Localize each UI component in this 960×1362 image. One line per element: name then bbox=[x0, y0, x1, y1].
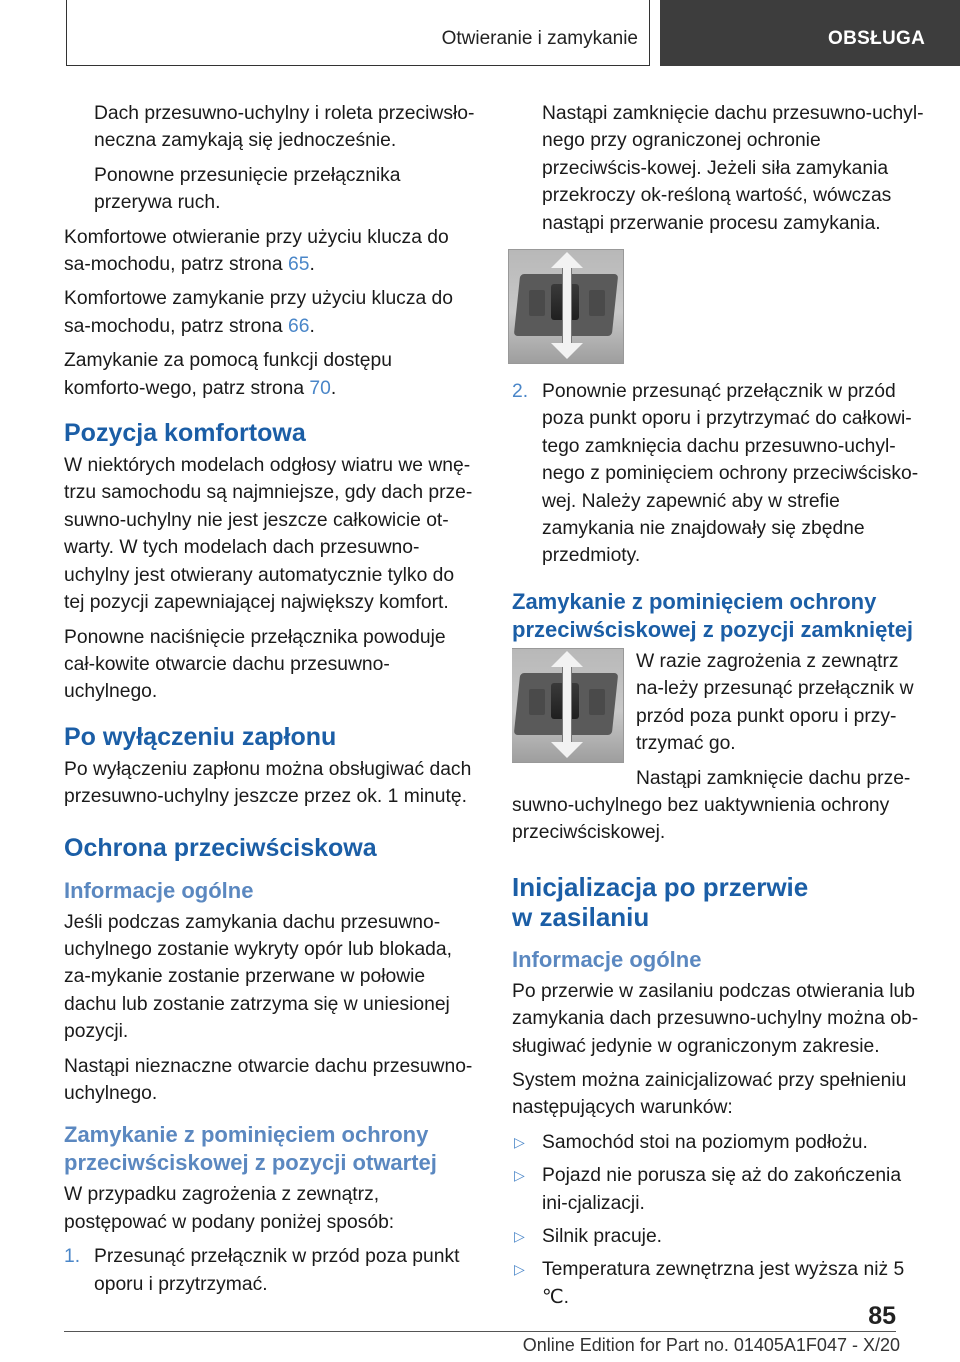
subheading-general-info: Informacje ogólne bbox=[512, 946, 702, 972]
heading-comfort-position: Pozycja komfortowa bbox=[64, 419, 306, 448]
list-item: ▷ Temperatura zewnętrzna jest wyższa niż 5 ℃. bbox=[512, 1256, 926, 1311]
section-title: Otwieranie i zamykanie bbox=[441, 28, 638, 49]
paragraph: W razie zagrożenia z zewnątrz na‐leży przesunąć przełącznik w przód poza punkt oporu i przy‐trzymać go. bbox=[636, 650, 914, 755]
paragraph: Dach przesuwno-uchylny i roleta przeciwsło‐neczna zamykają się jednocześnie. bbox=[94, 103, 475, 152]
roof-switch-image bbox=[508, 249, 624, 364]
list-item: 2. Ponownie przesunąć przełącznik w przód poza punkt oporu i przytrzymać do całkowi‐tego zamknięcia dachu przesuwno-uchyl‐nego z pominięciem ochrony przeciwścisko‐wej. Należy zapewnić aby w strefie zamykania nie znajdowały się zbędne przedmioty. bbox=[512, 378, 926, 570]
subheading-override-open: Zamykanie z pominięciem ochrony przeciwściskowej z pozycji otwartej bbox=[64, 1122, 437, 1176]
paragraph: Nastąpi zamknięcie dachu prze‐suwno-uchylnego bez uaktywnienia ochrony przeciwściskowej. bbox=[512, 767, 911, 844]
heading-after-ignition-off: Po wyłączeniu zapłonu bbox=[64, 722, 337, 751]
left-column bbox=[64, 100, 478, 1305]
paragraph: Ponowne naciśnięcie przełącznika powoduje cał‐kowite otwarcie dachu przesuwno-uchylnego. bbox=[64, 626, 446, 703]
subheading-general-info: Informacje ogólne bbox=[64, 877, 254, 903]
steps-list bbox=[512, 378, 926, 570]
right-column bbox=[512, 100, 926, 1317]
paragraph: Jeśli podczas zamykania dachu przesuwno-uchylnego zostanie wykryty opór lub blokada, za‐mykanie zostanie przerwane w połowie dachu lub zostanie zatrzyma się w uniesionej pozycji. bbox=[64, 911, 452, 1043]
triangle-bullet-icon: ▷ bbox=[514, 1261, 525, 1278]
paragraph: Komfortowe zamykanie przy użyciu klucza do sa‐mochodu, patrz strona 66. bbox=[64, 288, 453, 337]
paragraph: Po wyłączeniu zapłonu można obsługiwać dach przesuwno-uchylny jeszcze przez ok. 1 minutę. bbox=[64, 758, 472, 808]
paragraph: Komfortowe otwieranie przy użyciu klucza do sa‐mochodu, patrz strona 65. bbox=[64, 226, 449, 276]
page-number: 85 bbox=[868, 1302, 896, 1330]
page-header bbox=[0, 0, 960, 68]
paragraph: System można zainicjalizować przy spełnieniu następujących warunków: bbox=[512, 1069, 907, 1119]
page-link-70[interactable]: 70 bbox=[309, 377, 331, 399]
list-item: ▷ Samochód stoi na poziomym podłożu. bbox=[512, 1129, 926, 1156]
triangle-bullet-icon: ▷ bbox=[514, 1167, 525, 1184]
paragraph: W niektórych modelach odgłosy wiatru we wnę‐trzu samochodu są najmniejsze, gdy dach prze‐suwno-uchylny nie jest jeszcze całkowicie ot‐warty. W tych modelach dach przesuwno-uchylny jest otwierany automatycznie tylko do tej pozycji zapewniającej największy komfort. bbox=[64, 455, 473, 614]
page-link-65[interactable]: 65 bbox=[288, 254, 310, 276]
heading-init-after-power: Inicjalizacja po przerwie w zasilaniu bbox=[512, 871, 809, 932]
paragraph: Nastąpi nieznaczne otwarcie dachu przesuwno-uchylnego. bbox=[64, 1055, 473, 1104]
conditions-list bbox=[512, 1129, 926, 1311]
step-number: 1. bbox=[64, 1246, 81, 1268]
footer-divider bbox=[64, 1331, 896, 1332]
chapter-tab bbox=[660, 0, 960, 66]
paragraph: W przypadku zagrożenia z zewnątrz, postępować w podany poniżej sposób: bbox=[64, 1184, 395, 1233]
override-closed-block bbox=[512, 648, 926, 854]
subheading-override-closed: Zamykanie z pominięciem ochrony przeciwściskowej z pozycji zamkniętej bbox=[512, 588, 914, 642]
paragraph: Nastąpi zamknięcie dachu przesuwno-uchyl‐nego przy ograniczonej ochronie przeciwścis‐kowej. Jeżeli siła zamykania przekroczy ok‐reśloną wartość, wówczas nastąpi przerwanie procesu zamykania. bbox=[542, 103, 924, 234]
roof-switch-image bbox=[512, 648, 624, 763]
list-item: 1. Przesunąć przełącznik w przód poza punkt oporu i przytrzymać. bbox=[64, 1243, 478, 1298]
list-item: ▷ Silnik pracuje. bbox=[512, 1223, 926, 1250]
paragraph: Po przerwie w zasilaniu podczas otwierania lub zamykania dach przesuwno-uchylny można ob‐sługiwać jedynie w ograniczonym zakresie. bbox=[512, 980, 919, 1057]
edition-info: Online Edition for Part no. 01405A1F047 - X/20 bbox=[522, 1335, 900, 1355]
step-number: 2. bbox=[512, 381, 529, 403]
heading-pinch-protection: Ochrona przeciwściskowa bbox=[64, 833, 377, 862]
page-link-66[interactable]: 66 bbox=[288, 315, 310, 337]
triangle-bullet-icon: ▷ bbox=[514, 1133, 525, 1150]
paragraph: Zamykanie za pomocą funkcji dostępu komforto‐wego, patrz strona 70. bbox=[64, 350, 392, 399]
triangle-bullet-icon: ▷ bbox=[514, 1227, 525, 1244]
chapter-title: OBSŁUGA bbox=[828, 28, 926, 49]
steps-list bbox=[64, 1243, 478, 1298]
paragraph: Ponowne przesunięcie przełącznika przerywa ruch. bbox=[94, 164, 401, 214]
list-item: ▷ Pojazd nie porusza się aż do zakończenia ini‐cjalizacji. bbox=[512, 1162, 926, 1217]
